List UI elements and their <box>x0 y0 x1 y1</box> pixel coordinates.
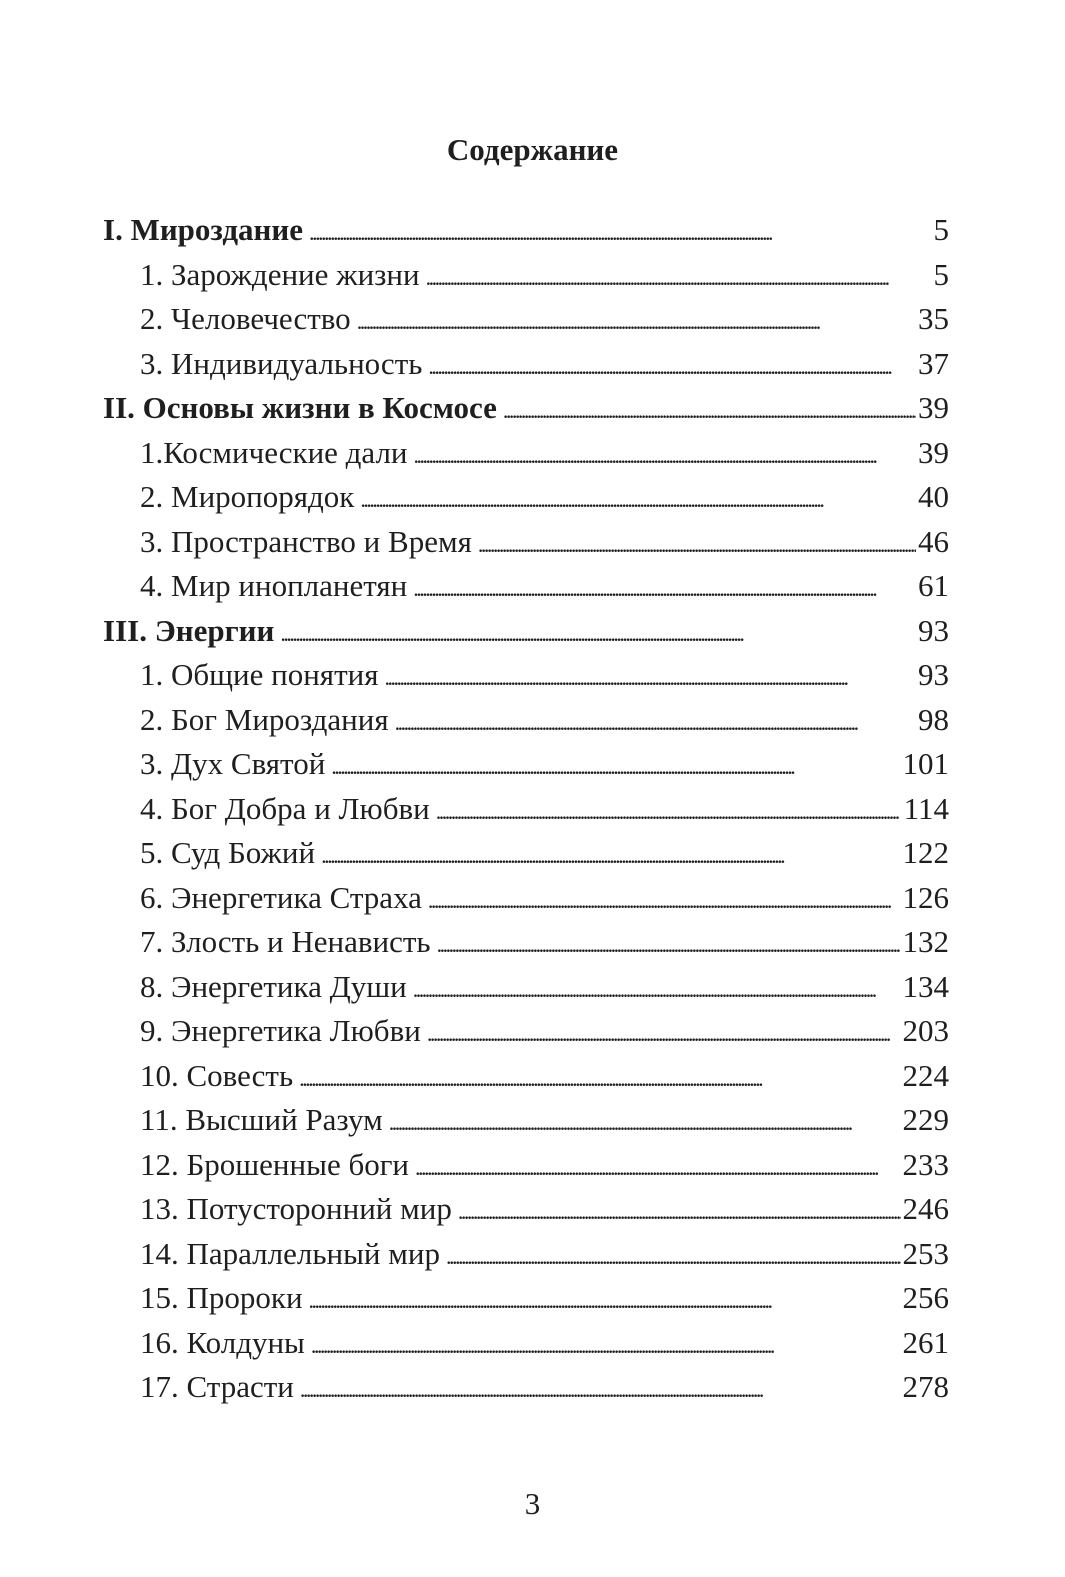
dot-leader <box>389 1101 901 1145</box>
dot-leader <box>280 612 916 656</box>
toc-entry-label: 5. Суд Божий <box>140 835 316 870</box>
dot-leader <box>360 478 916 522</box>
toc-entry-label: 15. Пророки <box>140 1280 303 1315</box>
dot-leader <box>321 834 900 878</box>
toc-entry-page-number: 101 <box>902 746 949 781</box>
dot-leader <box>309 211 932 255</box>
toc-entry-label: 17. Страсти <box>140 1369 294 1404</box>
dot-leader <box>436 790 902 834</box>
table-of-contents <box>103 208 949 1410</box>
toc-entry-page-number: 5 <box>933 212 949 247</box>
dot-leader <box>414 434 916 478</box>
toc-entry-label: II. Основы жизни в Космосе <box>103 390 497 425</box>
toc-entry-page-number: 122 <box>902 835 949 870</box>
toc-section-entry <box>103 208 949 253</box>
dot-leader <box>311 1324 901 1368</box>
toc-entry-label: 3. Пространство и Время <box>140 523 472 559</box>
toc-entry-page-number: 253 <box>902 1235 949 1271</box>
toc-subsection-entry <box>103 342 949 387</box>
toc-entry-page-number: 256 <box>902 1280 949 1315</box>
toc-entry-label: 11. Высший Разум <box>140 1102 383 1137</box>
toc-entry-page-number: 203 <box>902 1013 949 1048</box>
toc-entry-page-number: 40 <box>918 479 949 514</box>
page-number: 3 <box>524 1486 541 1521</box>
dot-leader <box>331 745 900 789</box>
toc-subsection-entry <box>103 698 949 743</box>
toc-entry-page-number: 61 <box>918 568 949 603</box>
toc-entry-label: 1.Космические дали <box>140 434 408 470</box>
dot-leader <box>427 1012 901 1056</box>
toc-entry-page-number: 93 <box>918 657 949 692</box>
dot-leader <box>384 656 916 700</box>
toc-entry-page-number: 39 <box>918 390 949 425</box>
toc-subsection-entry <box>103 1232 949 1277</box>
toc-entry-label: 1. Зарождение жизни <box>140 256 420 292</box>
toc-entry-page-number: 46 <box>918 523 949 559</box>
toc-subsection-entry <box>103 520 949 565</box>
toc-entry-label: 6. Энергетика Страха <box>140 879 422 915</box>
toc-entry-page-number: 224 <box>902 1057 949 1093</box>
toc-subsection-entry <box>103 564 949 609</box>
toc-entry-page-number: 132 <box>902 924 949 959</box>
dot-leader <box>309 1279 901 1323</box>
toc-entry-page-number: 261 <box>902 1324 949 1360</box>
toc-section-entry <box>103 609 949 654</box>
toc-entry-label: 14. Параллельный мир <box>140 1235 440 1271</box>
toc-entry-label: 13. Потусторонний мир <box>140 1191 452 1226</box>
dot-leader <box>446 1235 901 1279</box>
toc-entry-label: 16. Колдуны <box>140 1324 305 1360</box>
toc-subsection-entry <box>103 1321 949 1366</box>
toc-entry-page-number: 126 <box>902 879 949 915</box>
toc-subsection-entry <box>103 1054 949 1099</box>
toc-entry-page-number: 98 <box>918 701 949 737</box>
toc-entry-page-number: 114 <box>903 790 949 826</box>
toc-subsection-entry <box>103 431 949 476</box>
toc-entry-page-number: 37 <box>918 345 949 381</box>
dot-leader <box>426 256 932 300</box>
dot-leader <box>357 300 916 344</box>
toc-subsection-entry <box>103 253 949 298</box>
toc-subsection-entry <box>103 1009 949 1054</box>
toc-subsection-entry <box>103 1143 949 1188</box>
page-title: Содержание <box>446 132 619 167</box>
toc-entry-label: 2. Миропорядок <box>140 479 355 514</box>
toc-entry-page-number: 278 <box>902 1369 949 1404</box>
toc-subsection-entry <box>103 920 949 965</box>
toc-subsection-entry <box>103 297 949 342</box>
toc-subsection-entry <box>103 965 949 1010</box>
toc-entry-page-number: 134 <box>902 968 949 1004</box>
dot-leader <box>415 1146 900 1190</box>
toc-entry-label: I. Мироздание <box>103 212 303 247</box>
toc-subsection-entry <box>103 475 949 520</box>
toc-entry-label: 3. Дух Святой <box>140 746 326 781</box>
toc-subsection-entry <box>103 1276 949 1321</box>
toc-entry-label: 4. Мир инопланетян <box>140 568 408 603</box>
toc-entry-label: 2. Бог Мироздания <box>140 701 389 737</box>
toc-entry-label: 4. Бог Добра и Любви <box>140 790 430 826</box>
dot-leader <box>299 1057 900 1101</box>
toc-entry-label: 9. Энергетика Любви <box>140 1013 421 1048</box>
toc-subsection-entry <box>103 742 949 787</box>
toc-entry-page-number: 39 <box>918 434 949 470</box>
toc-entry-page-number: 233 <box>902 1146 949 1182</box>
toc-entry-label: III. Энергии <box>103 612 275 648</box>
dot-leader <box>428 879 901 923</box>
toc-entry-label: 8. Энергетика Души <box>140 968 407 1004</box>
dot-leader <box>413 968 901 1012</box>
toc-entry-label: 7. Злость и Ненависть <box>140 924 431 959</box>
dot-leader <box>478 523 916 567</box>
toc-entry-label: 2. Человечество <box>140 301 351 336</box>
toc-subsection-entry <box>103 1187 949 1232</box>
dot-leader <box>428 345 916 389</box>
toc-entry-label: 12. Брошенные боги <box>140 1146 410 1182</box>
toc-section-entry <box>103 386 949 431</box>
toc-entry-page-number: 93 <box>918 612 949 648</box>
dot-leader <box>413 567 916 611</box>
toc-entry-page-number: 246 <box>902 1191 949 1226</box>
toc-subsection-entry <box>103 1098 949 1143</box>
toc-entry-label: 1. Общие понятия <box>140 657 379 692</box>
dot-leader <box>503 389 916 433</box>
dot-leader <box>458 1190 901 1234</box>
toc-entry-label: 10. Совесть <box>140 1057 294 1093</box>
toc-entry-label: 3. Индивидуальность <box>140 345 423 381</box>
dot-leader <box>300 1368 901 1412</box>
toc-subsection-entry <box>103 876 949 921</box>
toc-entry-page-number: 229 <box>902 1102 949 1137</box>
dot-leader <box>437 923 901 967</box>
toc-subsection-entry <box>103 1365 949 1410</box>
toc-subsection-entry <box>103 787 949 832</box>
toc-entry-page-number: 35 <box>918 301 949 336</box>
dot-leader <box>395 701 916 745</box>
toc-subsection-entry <box>103 831 949 876</box>
toc-entry-page-number: 5 <box>933 256 949 292</box>
toc-subsection-entry <box>103 653 949 698</box>
